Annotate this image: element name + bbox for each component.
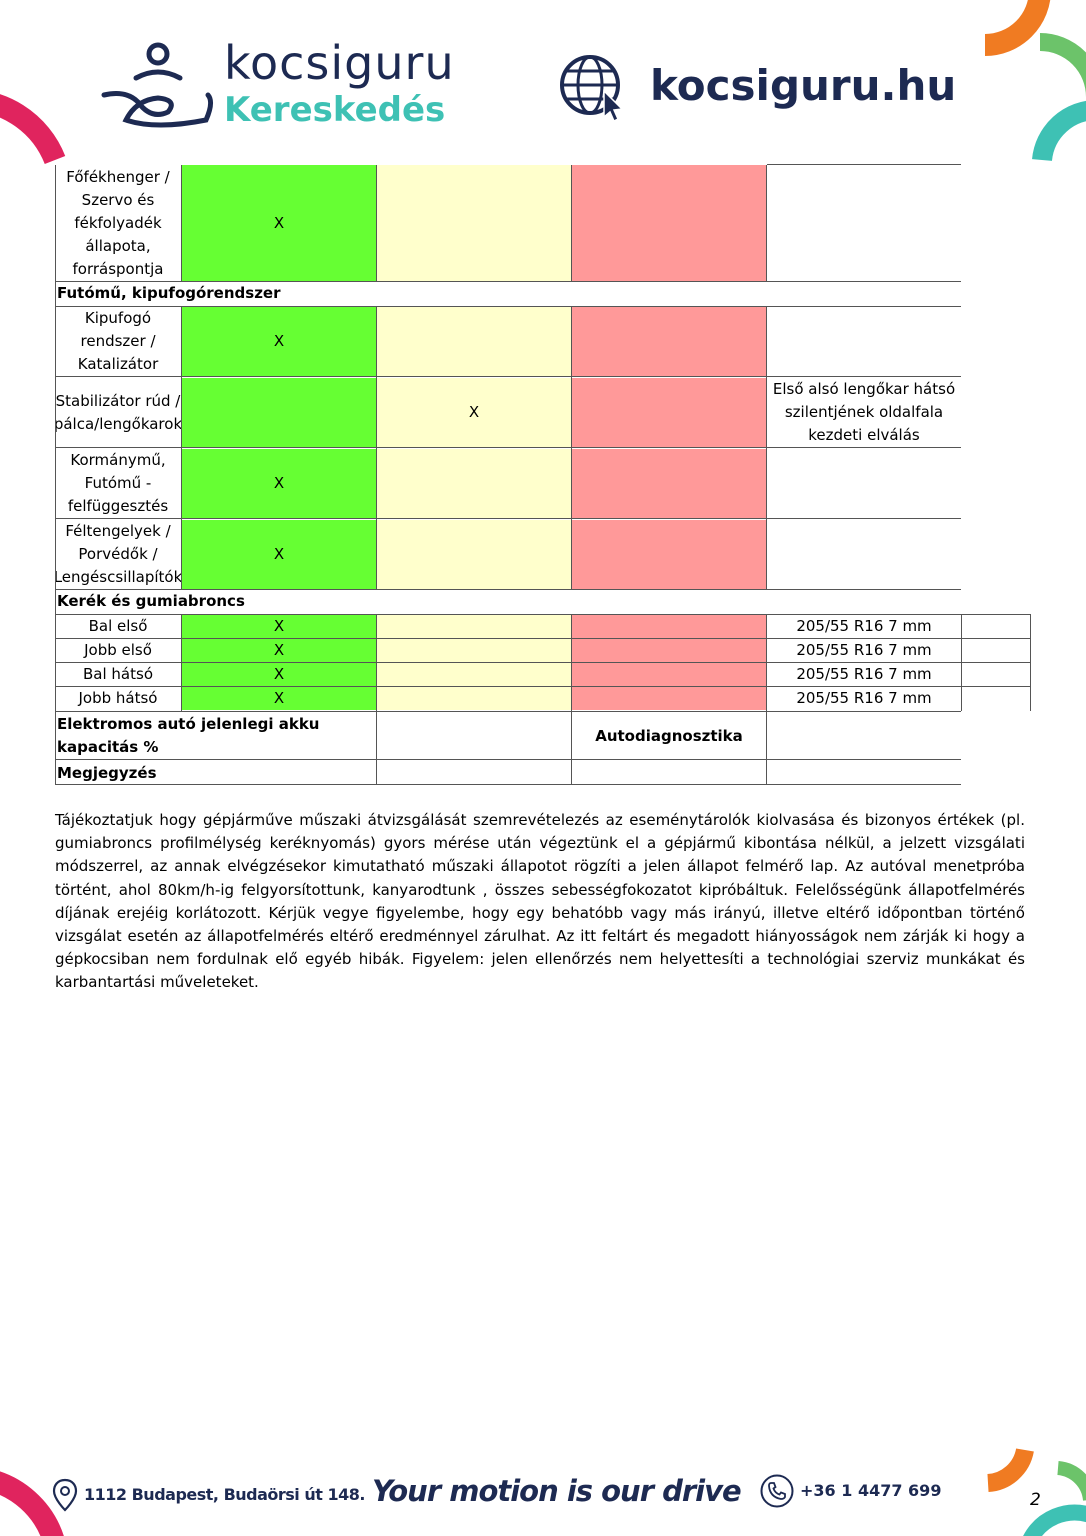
tire-size-cell: 205/55 R16 7 mm: [796, 617, 932, 635]
good-cell: X: [182, 615, 376, 638]
row-label: Stabilizátor rúd / pálca/lengőkarok: [53, 391, 183, 433]
orange-arc-bottom-right: [988, 1450, 1025, 1483]
tire-size-cell: 205/55 R16 7 mm: [796, 641, 932, 659]
remarks-label: Megjegyzés: [57, 764, 157, 782]
disclaimer-paragraph: Tájékoztatjuk hogy gépjárműve műszaki átvizsgálását szemrevételezés az eseménytárolók kiolvasása és bizonyos értékek (pl. gumiabroncs profilmélység keréknyomás) gyors mérése után végeztünk el a gépjármű kibontása nélkül, a jelzett vizsgálati módszerrel, az annak elvégzésekor kimutatható műszaki állapotot rögzíti a jelen állapot felmérő lap. Az autóval menetpróba történt, ahol 80km/h-ig felgyorsítottunk, kanyarodtunk , összes sebességfokozatot kipróbáltuk. Felelősségünk állapotfelmérés díjának erejéig korlátozott. Kérjük vegye figyelembe, hogy egy behatóbb vagy más irányú, illetve eltérő időpontban történő vizsgálat esetén az állapotfelmérés eltérő eredménnyel zárulhat. Az itt feltárt és megadott hiányosságok nem zárják ki hogy a gépkocsiban nem fordulnak elő egyéb hibák. Figyelem: jelen ellenőrzés nem helyettesíti a technológiai szerviz munkákat és karbantartási műveleteket.: [55, 811, 1025, 992]
location-pin-icon: [52, 1478, 78, 1512]
good-cell: X: [182, 165, 376, 281]
footer-slogan: Your motion is our drive: [372, 1474, 741, 1508]
section-heading-kerek: Kerék és gumiabroncs: [57, 592, 245, 610]
medium-cell: X: [377, 378, 571, 447]
phone-icon: [760, 1474, 794, 1508]
ev-battery-label: Elektromos autó jelenlegi akku kapacitás %: [57, 715, 320, 756]
tire-size-cell: 205/55 R16 7 mm: [796, 689, 932, 707]
phone-number: +36 1 4477 699: [800, 1481, 942, 1500]
note-cell: Első alsó lengőkar hátsó szilentjének oldalfala kezdeti elválás: [772, 380, 956, 444]
logo-subtitle: Kereskedés: [224, 90, 446, 130]
autodiag-label: Autodiagnosztika: [595, 726, 743, 745]
section-heading-futomu: Futómű, kipufogórendszer: [57, 284, 281, 302]
good-cell: X: [182, 520, 376, 589]
good-cell: X: [182, 639, 376, 662]
logo-wordmark: kocsiguru: [224, 36, 455, 90]
tire-label: Jobb hátsó: [78, 689, 158, 707]
good-cell: X: [182, 663, 376, 686]
teal-arc-bottom-right: [1030, 1513, 1086, 1536]
tire-size-cell: 205/55 R16 7 mm: [796, 665, 932, 683]
row-label: Féltengelyek / Porvédők / Lengéscsillapítók: [53, 522, 183, 586]
pink-arc-bottom-left: [0, 1478, 55, 1536]
row-label: Kormánymű, Futómű - felfüggesztés: [67, 451, 169, 515]
website-url: kocsiguru.hu: [650, 61, 957, 110]
good-cell: X: [182, 687, 376, 710]
green-arc-bottom-right: [1058, 1468, 1086, 1500]
good-cell: X: [182, 449, 376, 518]
tire-label: Bal hátsó: [83, 665, 153, 683]
good-cell: X: [182, 307, 376, 376]
row-label: Kipufogó rendszer / Katalizátor: [77, 309, 159, 373]
footer-address: [52, 1476, 365, 1516]
address-text: 1112 Budapest, Budaörsi út 148.: [84, 1485, 365, 1504]
row-label: Főfékhenger / Szervo és fékfolyadék állapota, forráspontja: [66, 167, 170, 278]
page-number: 2: [1030, 1490, 1041, 1510]
tire-label: Bal első: [88, 617, 148, 635]
tire-label: Jobb első: [84, 641, 152, 659]
footer-phone: [760, 1474, 940, 1514]
